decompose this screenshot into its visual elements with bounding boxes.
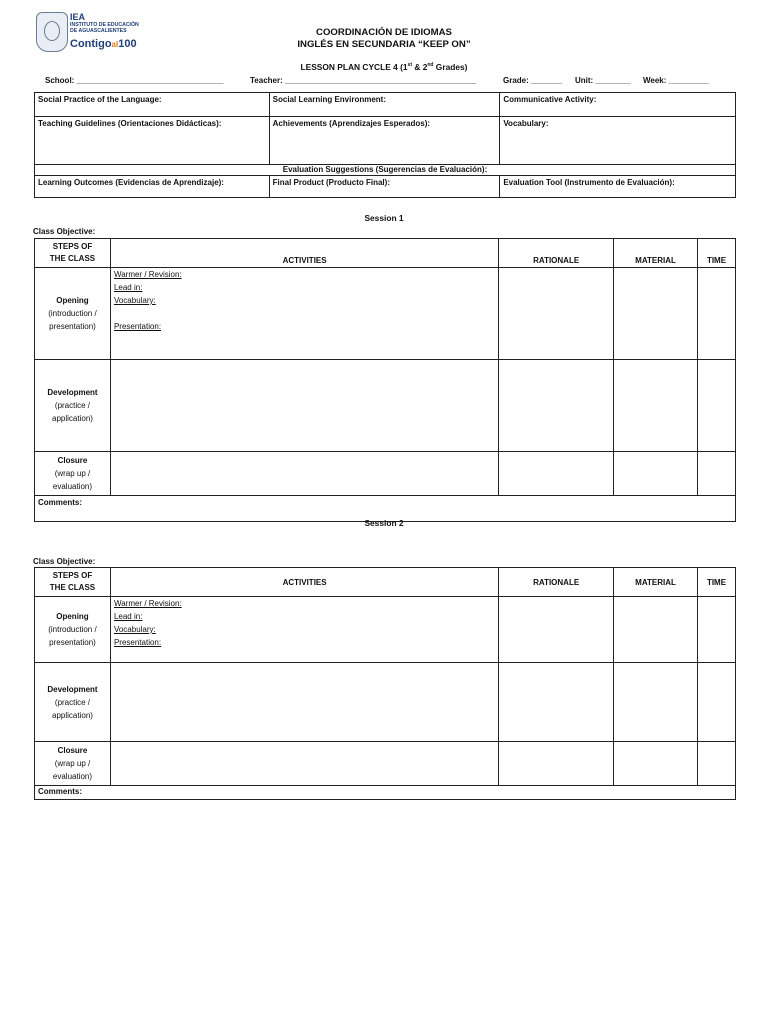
s2-lead-in: Lead in: [113, 612, 143, 621]
s2-closure-step [35, 742, 111, 786]
s2-development-activities[interactable] [110, 663, 498, 742]
s2-opening-material[interactable] [614, 597, 698, 663]
s2-closure-label: Closure [57, 746, 88, 755]
session1-table [34, 238, 736, 522]
achievements-cell[interactable]: Achievements (Aprendizajes Esperados): [269, 117, 500, 165]
unit-field[interactable]: Unit: ________ [575, 76, 632, 85]
evaluation-suggestions-cell: Evaluation Suggestions (Sugerencias de Evaluación): [35, 165, 736, 176]
week-field[interactable]: Week: _________ [643, 76, 709, 85]
s1-warmer: Warmer / Revision: [113, 270, 182, 279]
logo-line2: DE AGUASCALIENTES [70, 28, 127, 34]
s1-closure-activities[interactable] [110, 452, 498, 496]
s2-opening-step [35, 597, 111, 663]
s1-col-material: MATERIAL [614, 239, 698, 268]
school-field[interactable]: School: _________________________________ [45, 76, 224, 85]
s1-opening-step [35, 268, 111, 360]
s2-col-activities: ACTIVITIES [110, 568, 498, 597]
s1-development-sub2: application) [52, 414, 93, 423]
s1-opening-activities[interactable] [110, 268, 498, 360]
header-program: INGLÉS EN SECUNDARIA “KEEP ON” [297, 39, 471, 50]
s2-closure-activities[interactable] [110, 742, 498, 786]
s2-development-step [35, 663, 111, 742]
s1-steps-b: THE CLASS [49, 254, 96, 263]
s2-steps-b: THE CLASS [49, 583, 96, 592]
s2-development-material[interactable] [614, 663, 698, 742]
s1-lead-in: Lead in: [113, 283, 143, 292]
plan-sup2: nd [427, 62, 434, 69]
s1-opening-rationale[interactable] [499, 268, 614, 360]
s1-development-material[interactable] [614, 360, 698, 452]
s1-col-steps [35, 239, 111, 268]
teacher-field[interactable]: Teacher: ___________________________________________ [250, 76, 477, 85]
s1-col-activities: ACTIVITIES [110, 239, 498, 268]
s1-closure-sub2: evaluation) [52, 482, 93, 491]
s1-development-activities[interactable] [110, 360, 498, 452]
s2-closure-material[interactable] [614, 742, 698, 786]
vocabulary-cell[interactable]: Vocabulary: [500, 117, 736, 165]
slogan-b: al [111, 40, 119, 49]
plan-prefix: LESSON PLAN CYCLE 4 (1 [300, 62, 408, 72]
s1-comments[interactable]: Comments: [35, 496, 736, 522]
s1-col-rationale: RATIONALE [499, 239, 614, 268]
s1-closure-material[interactable] [614, 452, 698, 496]
s1-development-time[interactable] [697, 360, 735, 452]
s2-development-label: Development [47, 684, 98, 694]
s1-development-label: Development [47, 388, 98, 397]
plan-mid: & 2 [412, 62, 428, 72]
s2-closure-sub2: evaluation) [52, 772, 93, 781]
s1-development-sub1: (practice / [54, 401, 91, 410]
s1-col-time: TIME [697, 239, 735, 268]
logo-line1: INSTITUTO DE EDUCACIÓN [70, 22, 139, 28]
s2-col-material: MATERIAL [614, 568, 698, 597]
s1-opening-label: Opening [56, 296, 89, 305]
s1-closure-label: Closure [57, 456, 88, 465]
s1-vocabulary: Vocabulary: [113, 296, 156, 305]
social-env-cell[interactable]: Social Learning Environment: [269, 93, 500, 117]
session1-class-objective[interactable]: Class Objective: [33, 227, 96, 236]
s2-opening-rationale[interactable] [499, 597, 614, 663]
s2-vocabulary: Vocabulary: [113, 625, 156, 634]
s2-development-rationale[interactable] [499, 663, 614, 742]
s2-col-steps [35, 568, 111, 597]
s1-opening-sub1: (introduction / [48, 309, 97, 318]
s2-closure-time[interactable] [697, 742, 735, 786]
s2-development-sub1: (practice / [54, 697, 91, 707]
slogan-c: 100 [118, 38, 137, 50]
s2-opening-sub2: presentation) [49, 638, 96, 647]
communicative-cell[interactable]: Communicative Activity: [500, 93, 736, 117]
evaluation-tool-cell[interactable]: Evaluation Tool (Instrumento de Evaluación): [500, 176, 736, 198]
plan-suffix: Grades) [433, 62, 468, 72]
s2-steps-a: STEPS OF [52, 571, 93, 580]
session2-title: Session 2 [364, 518, 404, 528]
logo-acronym: IEA [70, 12, 86, 22]
s2-development-time[interactable] [697, 663, 735, 742]
grade-field[interactable]: Grade: _______ [503, 76, 563, 85]
s1-development-step [35, 360, 111, 452]
s1-closure-step [35, 452, 111, 496]
s2-col-time: TIME [697, 568, 735, 597]
s1-closure-rationale[interactable] [499, 452, 614, 496]
plan-sup1: st [407, 62, 412, 69]
teaching-guidelines-cell[interactable]: Teaching Guidelines (Orientaciones Didácticas): [35, 117, 270, 165]
s2-closure-sub1: (wrap up / [54, 759, 91, 768]
s1-opening-time[interactable] [697, 268, 735, 360]
s2-closure-rationale[interactable] [499, 742, 614, 786]
s1-opening-sub2: presentation) [49, 322, 96, 331]
s2-col-rationale: RATIONALE [499, 568, 614, 597]
lesson-info-table [34, 92, 736, 198]
s1-opening-material[interactable] [614, 268, 698, 360]
learning-outcomes-cell[interactable]: Learning Outcomes (Evidencias de Aprendizaje): [35, 176, 270, 198]
final-product-cell[interactable]: Final Product (Producto Final): [269, 176, 500, 198]
session1-title: Session 1 [364, 213, 404, 223]
s2-presentation: Presentation: [113, 638, 162, 647]
social-practice-cell[interactable]: Social Practice of the Language: [35, 93, 270, 117]
s2-development-sub2: application) [52, 710, 93, 720]
s1-closure-sub1: (wrap up / [54, 469, 91, 478]
lesson-plan-title [0, 62, 768, 72]
s2-opening-activities[interactable] [110, 597, 498, 663]
s2-comments[interactable]: Comments: [35, 786, 736, 800]
s1-closure-time[interactable] [697, 452, 735, 496]
header-org: COORDINACIÓN DE IDIOMAS [316, 27, 452, 38]
slogan-a: Contigo [70, 38, 112, 50]
session2-table [34, 567, 736, 800]
s2-opening-time[interactable] [697, 597, 735, 663]
s1-presentation: Presentation: [113, 322, 162, 331]
s1-steps-a: STEPS OF [52, 242, 93, 251]
s2-warmer: Warmer / Revision: [113, 599, 182, 608]
s1-development-rationale[interactable] [499, 360, 614, 452]
s2-opening-sub1: (introduction / [48, 625, 97, 634]
session2-class-objective[interactable]: Class Objective: [33, 557, 96, 566]
s2-opening-label: Opening [56, 612, 89, 621]
